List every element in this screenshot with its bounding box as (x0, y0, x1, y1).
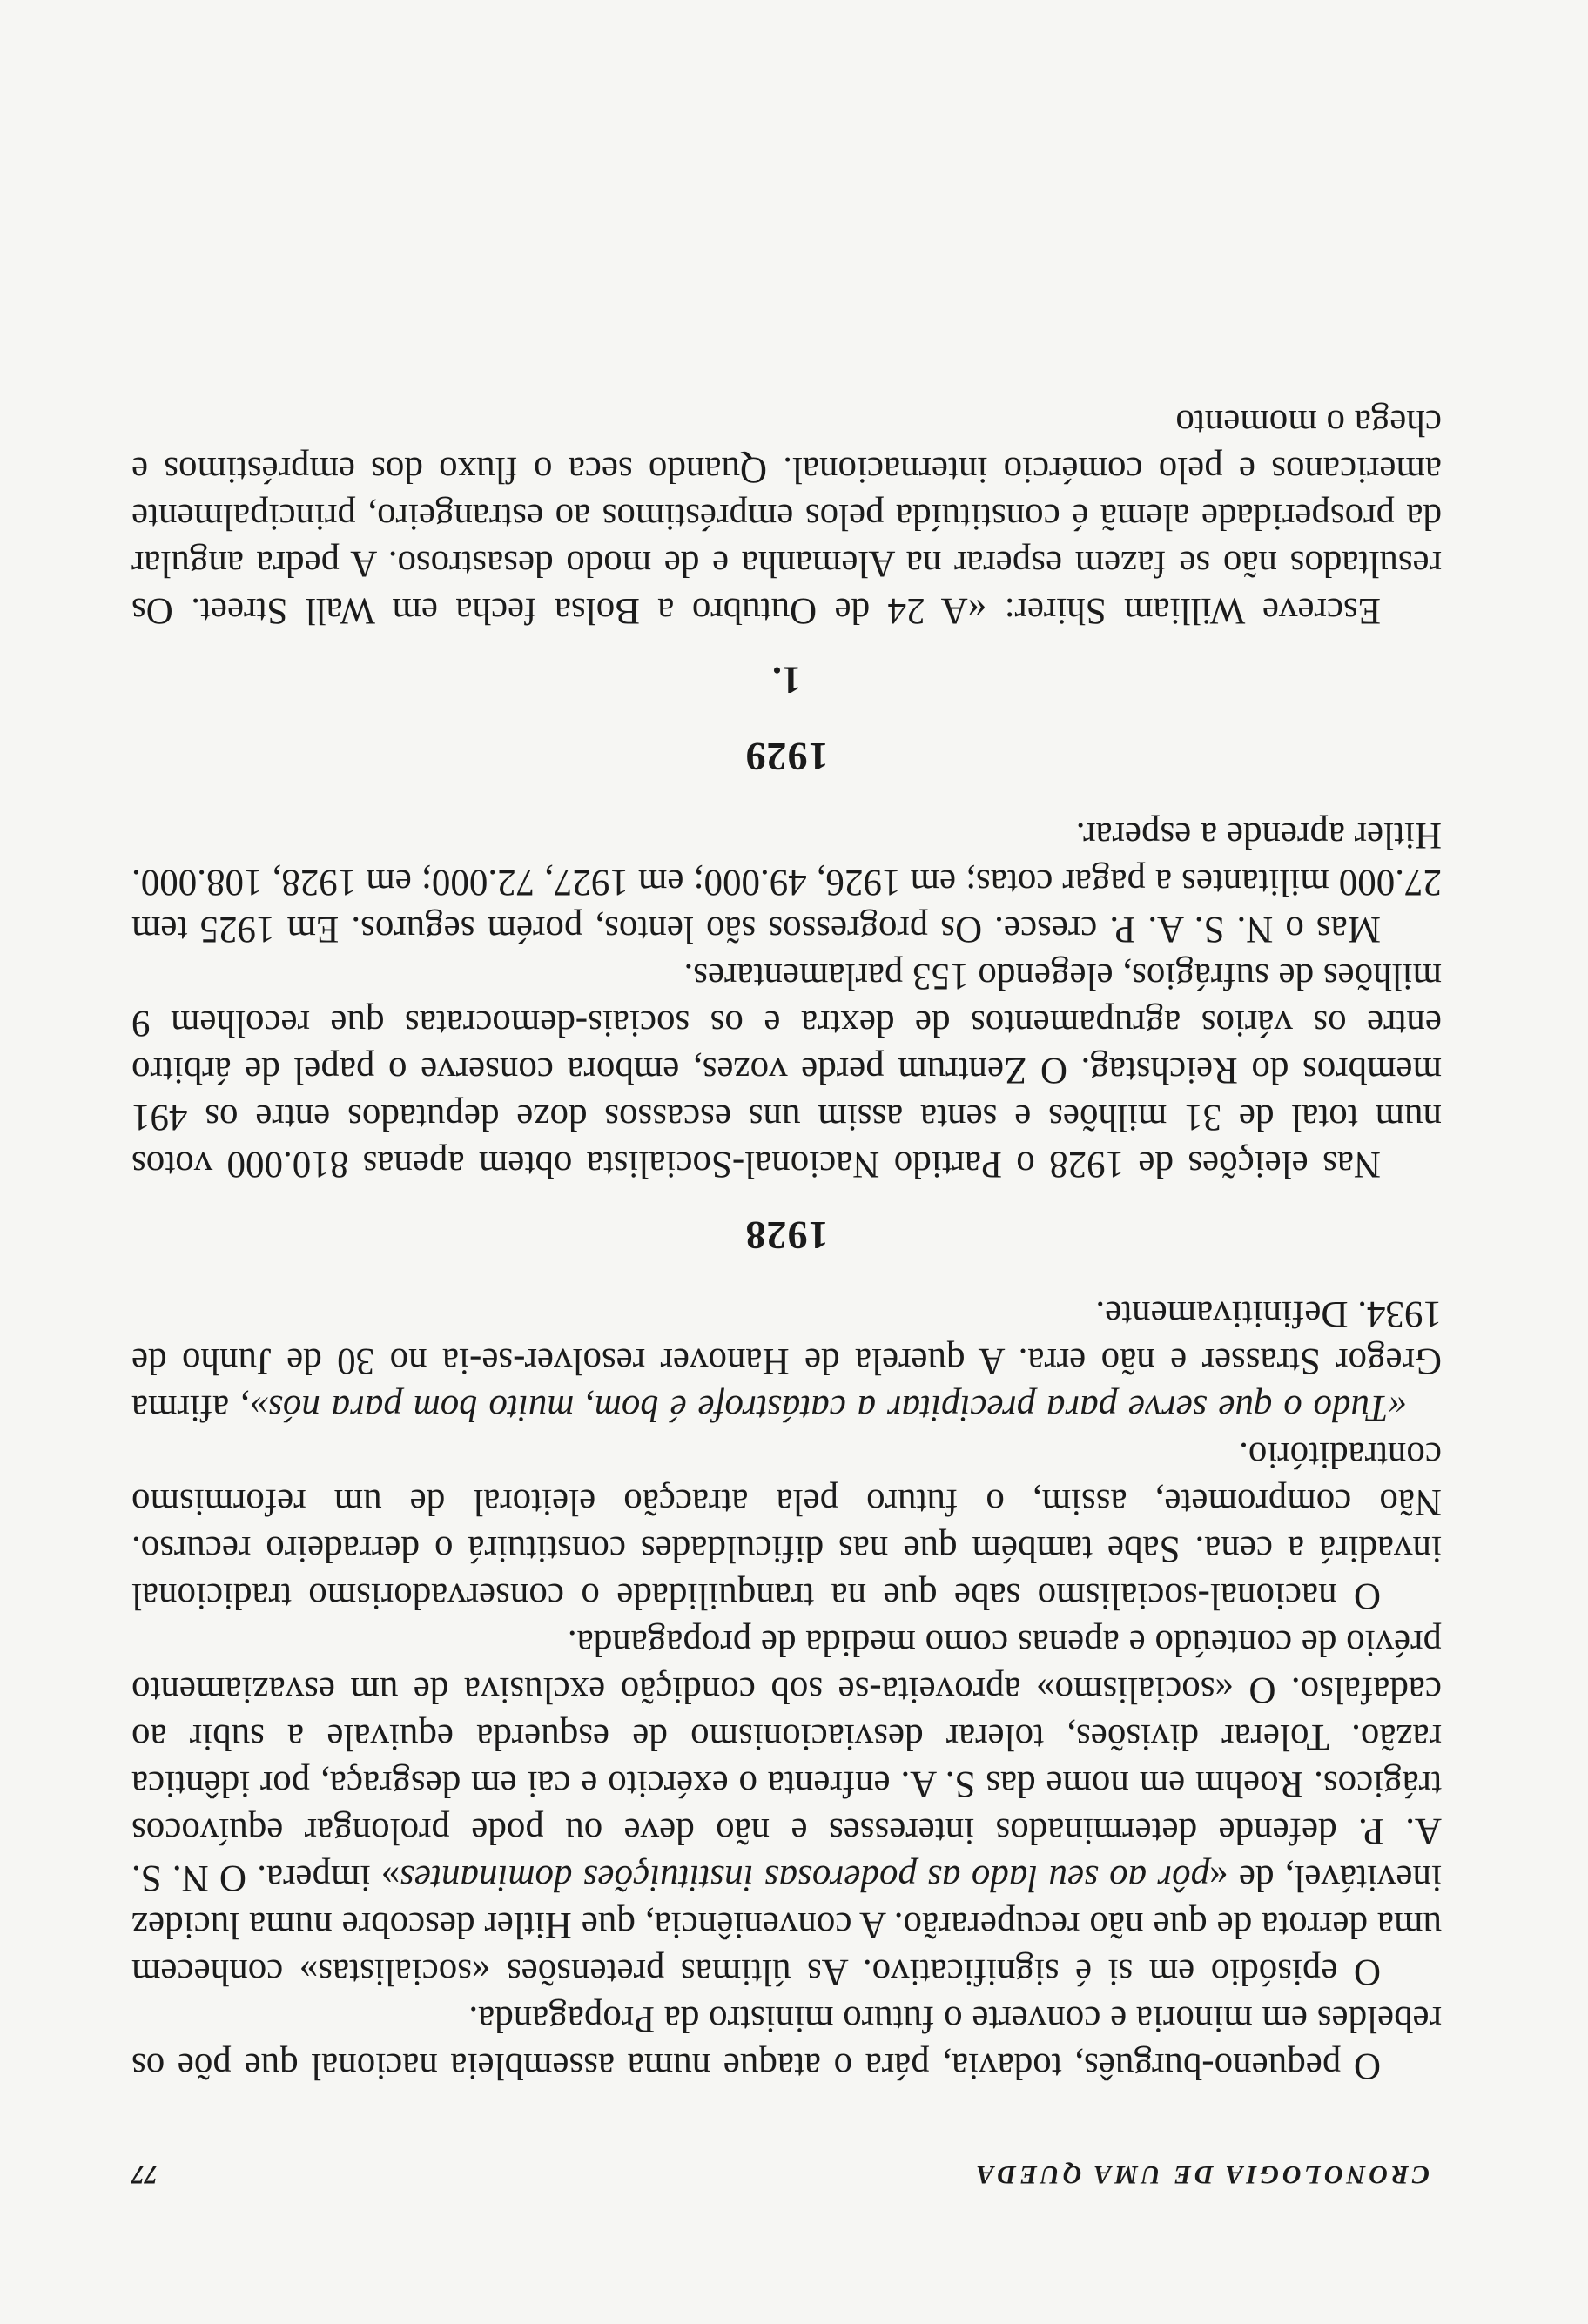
paragraph (131, 1290, 1442, 1431)
paragraph: Escreve William Shirer: «A 24 de Outubro a Bolsa fecha em Wall Street. Os resultados não se fazem esperar na Alemanha e de modo desastroso. A pedra angular da prosperidade alemã é constituída pelos empréstimos ao estrangeiro, principalmente americanos e pelo comércio internacional. Quando seca o fluxo dos empréstimos e chega o momento (131, 402, 1442, 631)
italic-quote: «Tudo o que serve para precipitar a catástrofe é bom, muito bom para nós» (249, 1387, 1407, 1428)
section-number: 1. (772, 659, 801, 702)
year-heading-1929: 1929 (744, 735, 829, 779)
year-heading-1928: 1928 (744, 1213, 829, 1258)
paragraph-text: O episódio em si é significativo. As últimas pretensões «socialistas» conhecem uma derrota de que não recuperarão. A conveniência, que Hitler descobre numa lucidez inevitável, de « (131, 1857, 1442, 1992)
paragraph-text: , afirma Gregor Strasser e não erra. A querela de Hanover resolver-se-ia no 30 de Junho de 1934. Definitivamente. (131, 1293, 1442, 1428)
paragraph: Nas eleições de 1928 o Partido Nacional-Socialista obtem apenas 810.000 votos num total de 31 milhões e senta assim uns escassos doze deputados entre os 491 membros do Reichstag. O Zentrum perde vozes, embora conserve o papel de árbitro entre os vários agrupamentos de dextra e os sociais-democratas que recolhem 9 milhões de sufrágios, elegendo 153 parlamentares. (131, 956, 1442, 1185)
page-number: 77 (131, 2160, 158, 2189)
paragraph-text: » impera. O N. S. A. P. defende determinados interesses e não deve ou pode prolongar equívocos trágicos. Roehm em nome das S. A. enfrenta o exército e cai em desgraça, por idêntica razão. Tolerar divisões, tolerar desviacionismo de esquerda equivale a subir ao cadafalso. O «socialismo» aproveita-se sob condição exclusiva de um esvaziamento prévio de conteúdo e apenas como medida de propaganda. (131, 1622, 1442, 1898)
running-title: CRONOLOGIA DE UMA QUEDA (972, 2160, 1430, 2189)
italic-quote: pôr ao seu lado as poderosas instituições dominantes (400, 1857, 1210, 1898)
paragraph (131, 1619, 1442, 1995)
paragraph: O pequeno-burguês, todavia, pára o ataque numa assembleia nacional que põe os rebeldes em minoria e converte o futuro ministro da Propaganda. (131, 1998, 1442, 2086)
running-head (131, 2146, 1442, 2189)
paragraph: Mas o N. S. A. P. cresce. Os progressos são lentos, porém seguros. Em 1925 tem 27.000 militantes a pagar cotas; em 1926, 49.000; em 1927, 72.000; em 1928, 108.000. Hitler aprende a esperar. (131, 815, 1442, 950)
paragraph: O nacional-socialismo sabe que na tranquilidade o conservadorismo tradicional invadirá a cena. Sabe também que nas dificuldades constituirá o derradeiro recurso. Não compromete, assim, o futuro pela atracção eleitoral de um reformismo contraditório. (131, 1434, 1442, 1616)
body-text (131, 399, 1442, 2089)
